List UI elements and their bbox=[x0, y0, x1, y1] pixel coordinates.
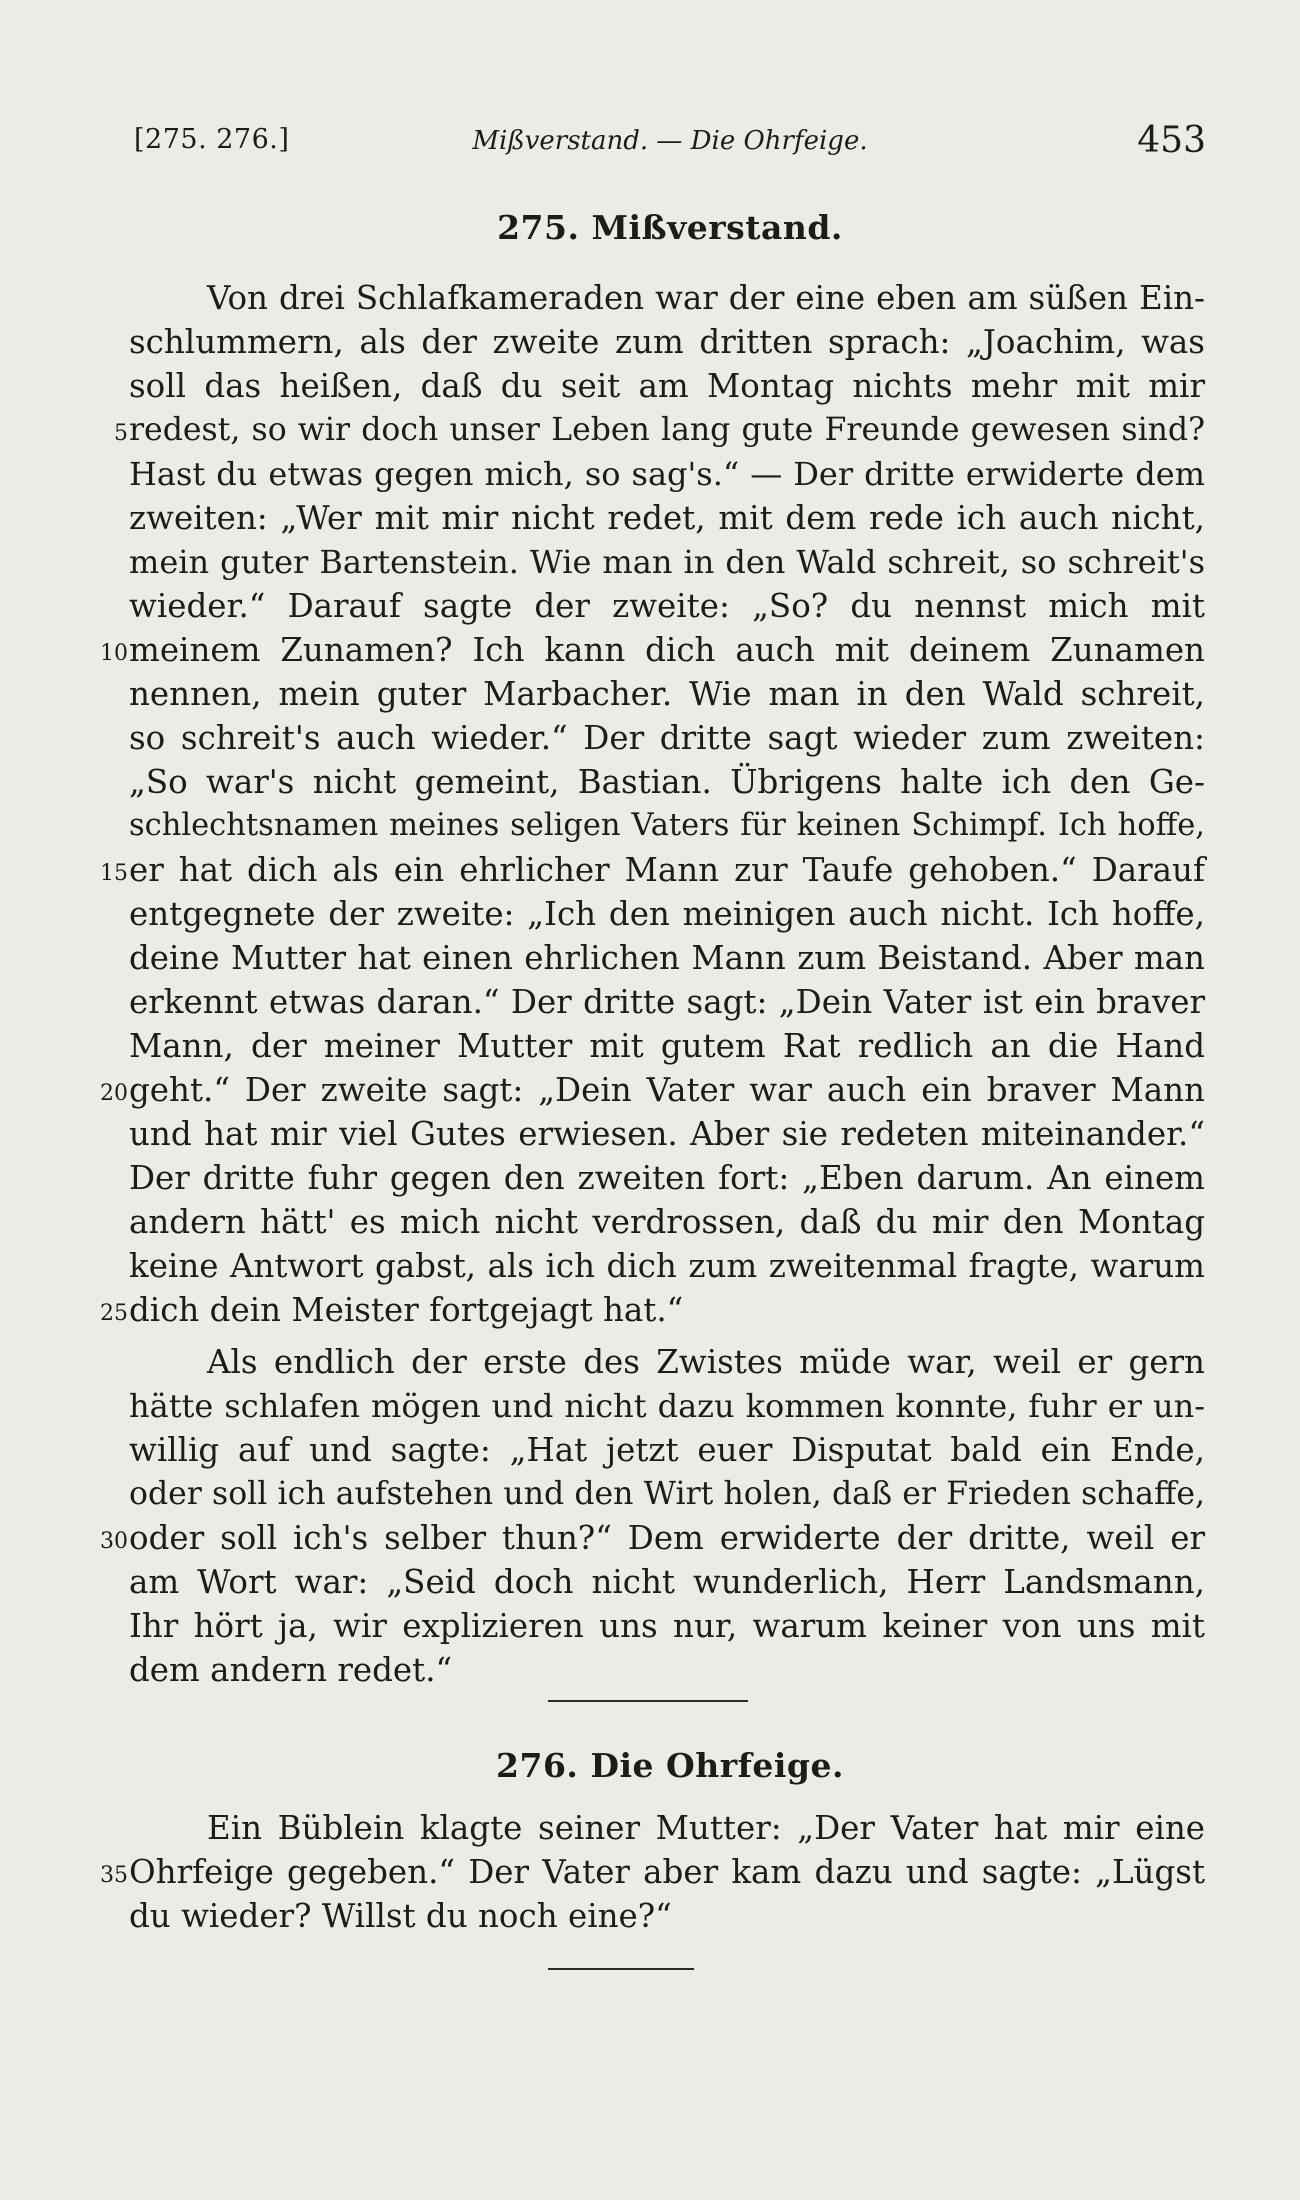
text-line: geht.“ Der zweite sagt: „Dein Vater war auch ein braver Mann bbox=[129, 1071, 1205, 1109]
text-line: und hat mir viel Gutes erwiesen. Aber sie redeten miteinander.“ bbox=[129, 1115, 1205, 1153]
text-line: schlummern, als der zweite zum dritten sprach: „Joachim, was bbox=[129, 323, 1205, 361]
text-line: dem andern redet.“ bbox=[129, 1651, 453, 1689]
page-header bbox=[134, 120, 1206, 164]
text-line: keine Antwort gabst, als ich dich zum zweitenmal fragte, warum bbox=[129, 1247, 1205, 1285]
text-line: redest, so wir doch unser Leben lang gute Freunde gewesen sind? bbox=[129, 412, 1205, 448]
page-number: 453 bbox=[1137, 120, 1206, 161]
text-line: entgegnete der zweite: „Ich den meinigen auch nicht. Ich hoffe, bbox=[129, 895, 1205, 933]
text-line: willig auf und sagte: „Hat jetzt euer Disputat bald ein Ende, bbox=[129, 1431, 1205, 1469]
text-line: hätte schlafen mögen und nicht dazu kommen konnte, fuhr er un- bbox=[129, 1387, 1205, 1425]
text-line: wieder.“ Darauf sagte der zweite: „So? du nennst mich mit bbox=[129, 587, 1205, 625]
section-divider bbox=[548, 1700, 748, 1702]
line-number: 10 bbox=[100, 641, 128, 666]
text-line: du wieder? Willst du noch eine?“ bbox=[129, 1897, 672, 1935]
story-275-title: 275. Mißverstand. bbox=[497, 208, 843, 247]
text-line: dich dein Meister fortgejagt hat.“ bbox=[129, 1291, 684, 1329]
text-line: so schreit's auch wieder.“ Der dritte sagt wieder zum zweiten: bbox=[129, 719, 1205, 757]
text-line: meinem Zunamen? Ich kann dich auch mit deinem Zunamen bbox=[129, 631, 1205, 669]
story-reference: [275. 276.] bbox=[134, 124, 290, 155]
text-line: Von drei Schlafkameraden war der eine eben am süßen Ein- bbox=[207, 279, 1205, 317]
end-divider bbox=[548, 1968, 694, 1970]
text-line: oder soll ich aufstehen und den Wirt holen, daß er Frieden schaffe, bbox=[129, 1476, 1205, 1512]
running-title: Mißverstand. — Die Ohrfeige. bbox=[472, 126, 868, 156]
line-number: 15 bbox=[100, 861, 128, 886]
line-number: 20 bbox=[100, 1081, 128, 1106]
text-line: andern hätt' es mich nicht verdrossen, daß du mir den Montag bbox=[129, 1203, 1205, 1241]
text-line: Der dritte fuhr gegen den zweiten fort: „Eben darum. An einem bbox=[129, 1159, 1205, 1197]
text-line: soll das heißen, daß du seit am Montag nichts mehr mit mir bbox=[129, 367, 1205, 405]
text-line: oder soll ich's selber thun?“ Dem erwiderte der dritte, weil er bbox=[129, 1519, 1205, 1557]
story-276-title: 276. Die Ohrfeige. bbox=[496, 1746, 844, 1785]
line-number: 35 bbox=[100, 1863, 128, 1888]
text-line: mein guter Bartenstein. Wie man in den Wald schreit, so schreit's bbox=[129, 543, 1205, 581]
text-line: er hat dich als ein ehrlicher Mann zur Taufe gehoben.“ Darauf bbox=[129, 851, 1205, 889]
text-line: Als endlich der erste des Zwistes müde war, weil er gern bbox=[207, 1343, 1205, 1381]
line-number: 5 bbox=[114, 421, 128, 446]
text-line: Ohrfeige gegeben.“ Der Vater aber kam dazu und sagte: „Lügst bbox=[129, 1853, 1205, 1891]
text-line: schlechtsnamen meines seligen Vaters für keinen Schimpf. Ich hoffe, bbox=[129, 808, 1205, 843]
text-line: Mann, der meiner Mutter mit gutem Rat redlich an die Hand bbox=[129, 1027, 1205, 1065]
line-number: 25 bbox=[100, 1301, 128, 1326]
text-line: Ein Büblein klagte seiner Mutter: „Der Vater hat mir eine bbox=[207, 1809, 1205, 1847]
text-line: Hast du etwas gegen mich, so sag's.“ — Der dritte erwiderte dem bbox=[129, 455, 1205, 493]
text-line: zweiten: „Wer mit mir nicht redet, mit dem rede ich auch nicht, bbox=[129, 499, 1205, 537]
line-number: 30 bbox=[100, 1529, 128, 1554]
text-line: erkennt etwas daran.“ Der dritte sagt: „Dein Vater ist ein braver bbox=[129, 983, 1205, 1021]
text-line: am Wort war: „Seid doch nicht wunderlich, Herr Landsmann, bbox=[129, 1563, 1205, 1601]
text-line: nennen, mein guter Marbacher. Wie man in den Wald schreit, bbox=[129, 675, 1205, 713]
text-line: „So war's nicht gemeint, Bastian. Übrigens halte ich den Ge- bbox=[129, 763, 1205, 801]
text-line: deine Mutter hat einen ehrlichen Mann zum Beistand. Aber man bbox=[129, 939, 1205, 977]
text-line: Ihr hört ja, wir explizieren uns nur, warum keiner von uns mit bbox=[129, 1607, 1205, 1645]
